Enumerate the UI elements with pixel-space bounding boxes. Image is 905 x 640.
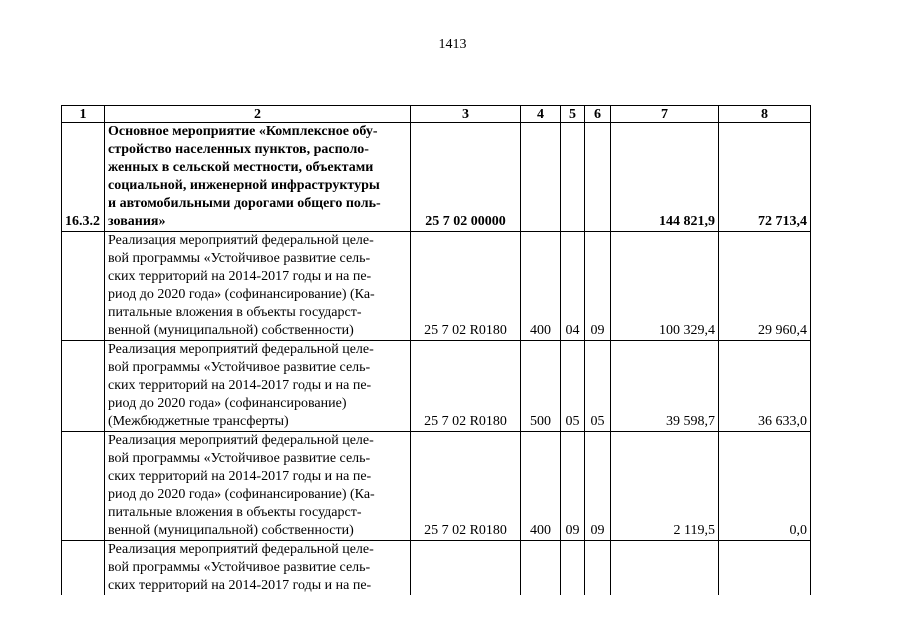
table-row [62, 123, 811, 232]
row-csr [411, 541, 521, 596]
row-pr [585, 541, 611, 596]
row-description: Основное мероприятие «Комплексное обу- стройство населенных пунктов, располо- женных в сельской местности, объектами социальной, инженерной инфраструктуры и автомобильными дорогами общего поль- зования» [108, 124, 381, 229]
row-vr [521, 541, 561, 596]
row-pr: 09 [585, 432, 611, 541]
row-description: Реализация мероприятий федеральной целе- вой программы «Устойчивое развитие сель- ских территорий на 2014-2017 годы и на пе- риод до 2020 года» (софинансирование) (Межбюджетные трансферты) [108, 342, 374, 429]
column-header: 1 [62, 106, 105, 123]
row-csr: 25 7 02 R0180 [411, 341, 521, 432]
row-csr: 25 7 02 00000 [411, 123, 521, 232]
row-vr [521, 123, 561, 232]
row-vr: 400 [521, 232, 561, 341]
row-rz: 05 [561, 341, 585, 432]
row-pr: 09 [585, 232, 611, 341]
row-code [62, 432, 105, 541]
row-rz [561, 541, 585, 596]
row-sum-1: 39 598,7 [611, 341, 719, 432]
row-code [62, 232, 105, 341]
row-rz [561, 123, 585, 232]
table-row [62, 341, 811, 432]
row-rz: 04 [561, 232, 585, 341]
row-vr: 500 [521, 341, 561, 432]
row-sum-2: 29 960,4 [719, 232, 811, 341]
column-header: 8 [719, 106, 811, 123]
row-code [62, 341, 105, 432]
row-sum-2 [719, 541, 811, 596]
row-sum-1: 144 821,9 [611, 123, 719, 232]
row-description: Реализация мероприятий федеральной целе- вой программы «Устойчивое развитие сель- ских территорий на 2014-2017 годы и на пе- риод до 2020 года» (софинансирование) (Ка- питальные вложения в объекты государст- венной (муниципальной) собственности) [108, 433, 375, 538]
column-header: 6 [585, 106, 611, 123]
row-csr: 25 7 02 R0180 [411, 432, 521, 541]
page-number: 1413 [438, 37, 467, 52]
row-sum-2: 0,0 [719, 432, 811, 541]
column-header: 7 [611, 106, 719, 123]
row-description: Реализация мероприятий федеральной целе- вой программы «Устойчивое развитие сель- ских территорий на 2014-2017 годы и на пе- [108, 542, 374, 593]
column-header: 3 [411, 106, 521, 123]
row-pr [585, 123, 611, 232]
table-row [62, 541, 811, 596]
column-header: 4 [521, 106, 561, 123]
column-header: 5 [561, 106, 585, 123]
row-rz: 09 [561, 432, 585, 541]
row-sum-1 [611, 541, 719, 596]
row-sum-1: 2 119,5 [611, 432, 719, 541]
table-row [62, 432, 811, 541]
table-header-row [62, 106, 811, 123]
row-sum-2: 72 713,4 [719, 123, 811, 232]
row-code [62, 541, 105, 596]
column-header: 2 [105, 106, 411, 123]
table-row [62, 232, 811, 341]
row-code: 16.3.2 [62, 123, 105, 232]
budget-table [61, 105, 811, 595]
row-description: Реализация мероприятий федеральной целе- вой программы «Устойчивое развитие сель- ских территорий на 2014-2017 годы и на пе- риод до 2020 года» (софинансирование) (Ка- питальные вложения в объекты государст- венной (муниципальной) собственности) [108, 233, 375, 338]
row-pr: 05 [585, 341, 611, 432]
row-sum-2: 36 633,0 [719, 341, 811, 432]
row-vr: 400 [521, 432, 561, 541]
row-csr: 25 7 02 R0180 [411, 232, 521, 341]
row-sum-1: 100 329,4 [611, 232, 719, 341]
